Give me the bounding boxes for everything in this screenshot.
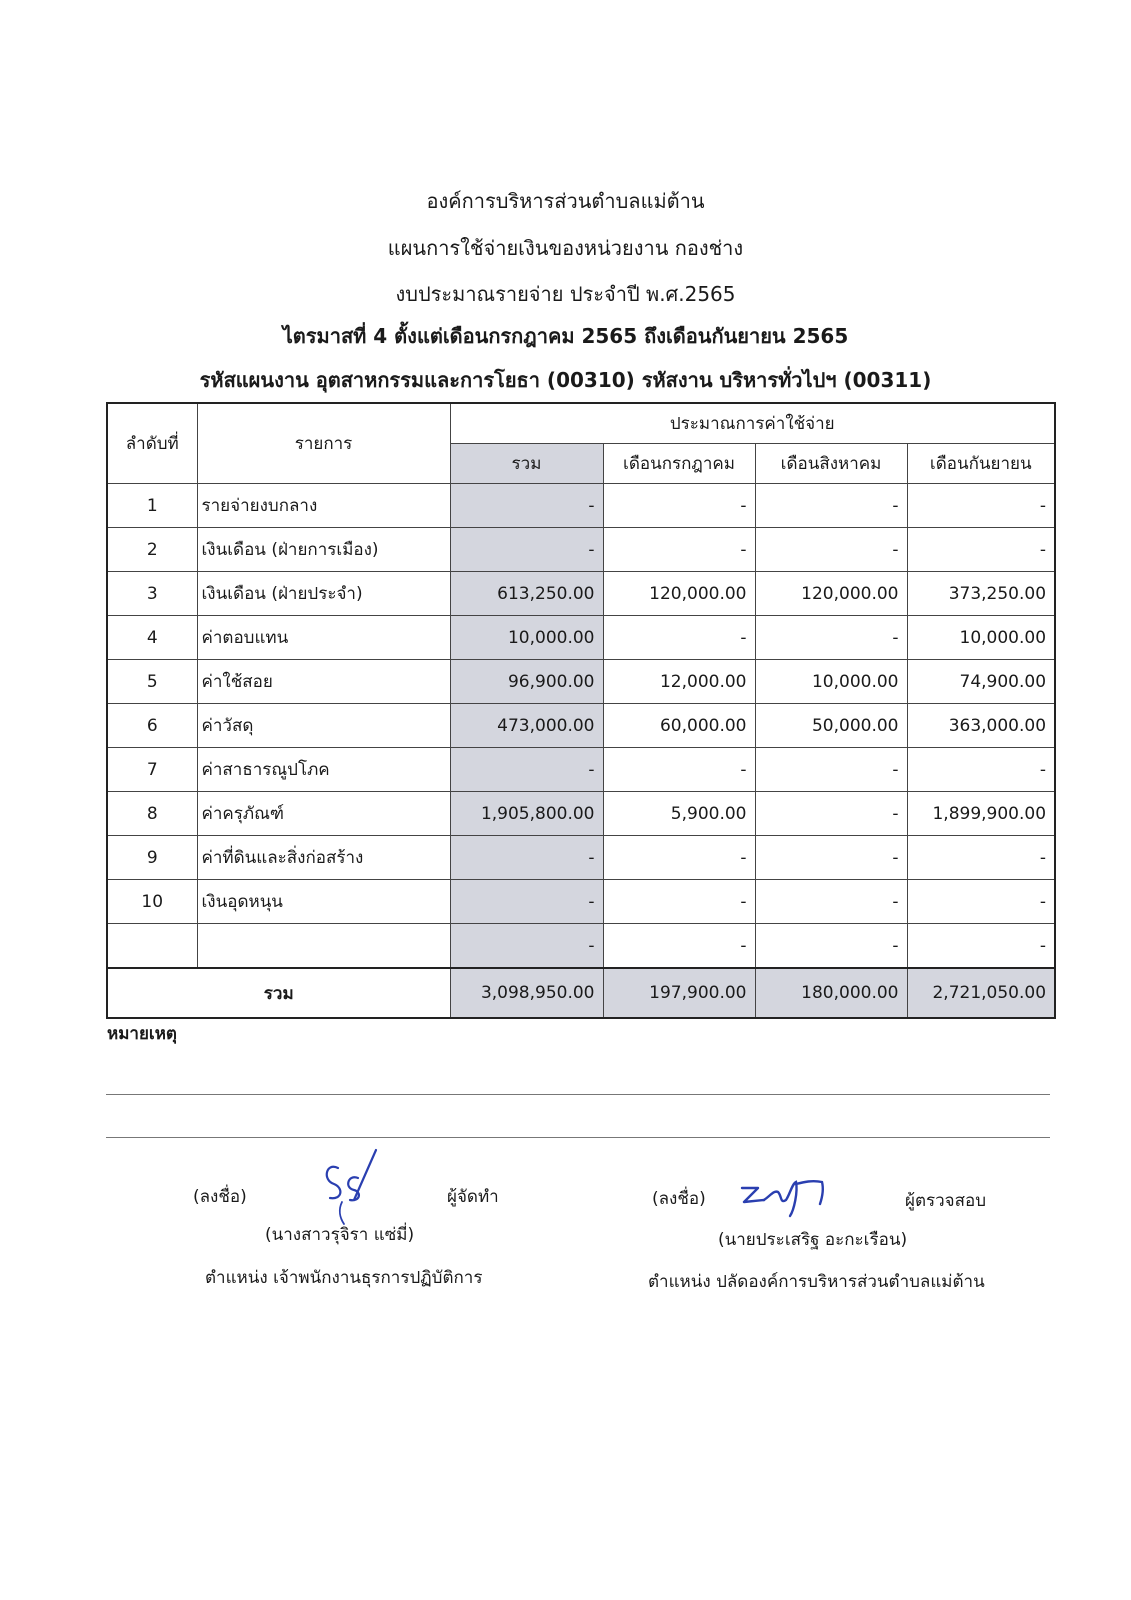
total-row-total: 3,098,950.00 <box>450 968 603 1018</box>
row-item: เงินเดือน (ฝ่ายประจำ) <box>197 572 450 616</box>
row-september: - <box>907 528 1055 572</box>
table-row <box>107 528 1055 572</box>
row-index: 4 <box>107 616 197 660</box>
row-july: - <box>603 880 755 924</box>
row-august: - <box>755 924 907 969</box>
row-item: เงินอุดหนุน <box>197 880 450 924</box>
column-header-item: รายการ <box>197 403 450 484</box>
table-row <box>107 748 1055 792</box>
signer-role: ผู้จัดทำ <box>447 1187 499 1207</box>
signer-name: (นายประเสริฐ อะกะเรือน) <box>718 1230 908 1250</box>
budget-year: งบประมาณรายจ่าย ประจำปี พ.ศ.2565 <box>395 282 736 306</box>
row-august: - <box>755 484 907 528</box>
row-item: ค่าใช้สอย <box>197 660 450 704</box>
row-index <box>107 924 197 969</box>
row-august: 50,000.00 <box>755 704 907 748</box>
total-row-august: 180,000.00 <box>755 968 907 1018</box>
row-september: 74,900.00 <box>907 660 1055 704</box>
row-total: - <box>450 880 603 924</box>
row-total: 1,905,800.00 <box>450 792 603 836</box>
row-september: - <box>907 748 1055 792</box>
column-header-july: เดือนกรกฎาคม <box>603 444 755 484</box>
row-july: - <box>603 484 755 528</box>
row-september: 363,000.00 <box>907 704 1055 748</box>
row-total: - <box>450 528 603 572</box>
row-item: ค่าสาธารณูปโภค <box>197 748 450 792</box>
row-total: 473,000.00 <box>450 704 603 748</box>
table-row <box>107 660 1055 704</box>
signer-position: ตำแหน่ง เจ้าพนักงานธุรการปฏิบัติการ <box>205 1268 483 1288</box>
row-july: 120,000.00 <box>603 572 755 616</box>
column-header-total: รวม <box>450 444 603 484</box>
column-header-august: เดือนสิงหาคม <box>755 444 907 484</box>
row-index: 6 <box>107 704 197 748</box>
row-index: 5 <box>107 660 197 704</box>
row-july: 5,900.00 <box>603 792 755 836</box>
row-index: 9 <box>107 836 197 880</box>
row-july: - <box>603 748 755 792</box>
sign-label: (ลงชื่อ) <box>193 1187 247 1207</box>
row-september: - <box>907 924 1055 969</box>
row-index: 10 <box>107 880 197 924</box>
handwritten-signature <box>318 1140 408 1230</box>
row-item: ค่าตอบแทน <box>197 616 450 660</box>
column-header-estimate: ประมาณการค่าใช้จ่าย <box>450 403 1055 444</box>
row-september: 1,899,900.00 <box>907 792 1055 836</box>
table-row <box>107 880 1055 924</box>
row-item: เงินเดือน (ฝ่ายการเมือง) <box>197 528 450 572</box>
total-row-july: 197,900.00 <box>603 968 755 1018</box>
table-row <box>107 836 1055 880</box>
row-total: 613,250.00 <box>450 572 603 616</box>
row-index: 2 <box>107 528 197 572</box>
row-total: - <box>450 924 603 969</box>
remark-line <box>106 1137 1050 1138</box>
row-total: 10,000.00 <box>450 616 603 660</box>
table-row <box>107 792 1055 836</box>
row-august: 120,000.00 <box>755 572 907 616</box>
total-row <box>107 968 1055 1018</box>
row-september: - <box>907 880 1055 924</box>
row-july: 12,000.00 <box>603 660 755 704</box>
row-september: 373,250.00 <box>907 572 1055 616</box>
row-september: 10,000.00 <box>907 616 1055 660</box>
signer-position: ตำแหน่ง ปลัดองค์การบริหารส่วนตำบลแม่ต้าน <box>648 1272 985 1292</box>
row-august: - <box>755 836 907 880</box>
handwritten-signature <box>738 1170 838 1220</box>
row-july: - <box>603 616 755 660</box>
row-august: 10,000.00 <box>755 660 907 704</box>
row-index: 8 <box>107 792 197 836</box>
table-body <box>107 484 1055 969</box>
row-august: - <box>755 616 907 660</box>
row-item <box>197 924 450 969</box>
table-row <box>107 484 1055 528</box>
row-index: 3 <box>107 572 197 616</box>
budget-table <box>106 402 1056 1019</box>
table-row <box>107 704 1055 748</box>
total-row-september: 2,721,050.00 <box>907 968 1055 1018</box>
row-item: ค่าครุภัณฑ์ <box>197 792 450 836</box>
row-total: - <box>450 484 603 528</box>
organization-title: องค์การบริหารส่วนตำบลแม่ต้าน <box>426 189 705 213</box>
row-july: 60,000.00 <box>603 704 755 748</box>
sign-label: (ลงชื่อ) <box>652 1189 706 1209</box>
row-index: 7 <box>107 748 197 792</box>
row-item: รายจ่ายงบกลาง <box>197 484 450 528</box>
row-total: - <box>450 836 603 880</box>
remark-line <box>106 1094 1050 1095</box>
total-row-label: รวม <box>107 968 450 1018</box>
remark-label: หมายเหตุ <box>107 1024 177 1044</box>
row-total: - <box>450 748 603 792</box>
row-index: 1 <box>107 484 197 528</box>
plan-title: แผนการใช้จ่ายเงินของหน่วยงาน กองช่าง <box>387 236 744 260</box>
signer-role: ผู้ตรวจสอบ <box>905 1191 987 1211</box>
quarter-period: ไตรมาสที่ 4 ตั้งแต่เดือนกรกฎาคม 2565 ถึงเดือนกันยายน 2565 <box>282 324 849 348</box>
row-september: - <box>907 836 1055 880</box>
row-july: - <box>603 528 755 572</box>
row-item: ค่าวัสดุ <box>197 704 450 748</box>
table-row <box>107 924 1055 969</box>
table-row <box>107 616 1055 660</box>
plan-codes: รหัสแผนงาน อุตสาหกรรมและการโยธา (00310) รหัสงาน บริหารทั่วไปฯ (00311) <box>199 368 932 392</box>
row-total: 96,900.00 <box>450 660 603 704</box>
row-september: - <box>907 484 1055 528</box>
row-july: - <box>603 836 755 880</box>
row-august: - <box>755 748 907 792</box>
signer-name: (นางสาวรุจิรา แซ่มี่) <box>265 1225 415 1245</box>
row-item: ค่าที่ดินและสิ่งก่อสร้าง <box>197 836 450 880</box>
column-header-september: เดือนกันยายน <box>907 444 1055 484</box>
table-row <box>107 572 1055 616</box>
row-august: - <box>755 880 907 924</box>
row-august: - <box>755 528 907 572</box>
column-header-index: ลำดับที่ <box>107 403 197 484</box>
row-july: - <box>603 924 755 969</box>
row-august: - <box>755 792 907 836</box>
